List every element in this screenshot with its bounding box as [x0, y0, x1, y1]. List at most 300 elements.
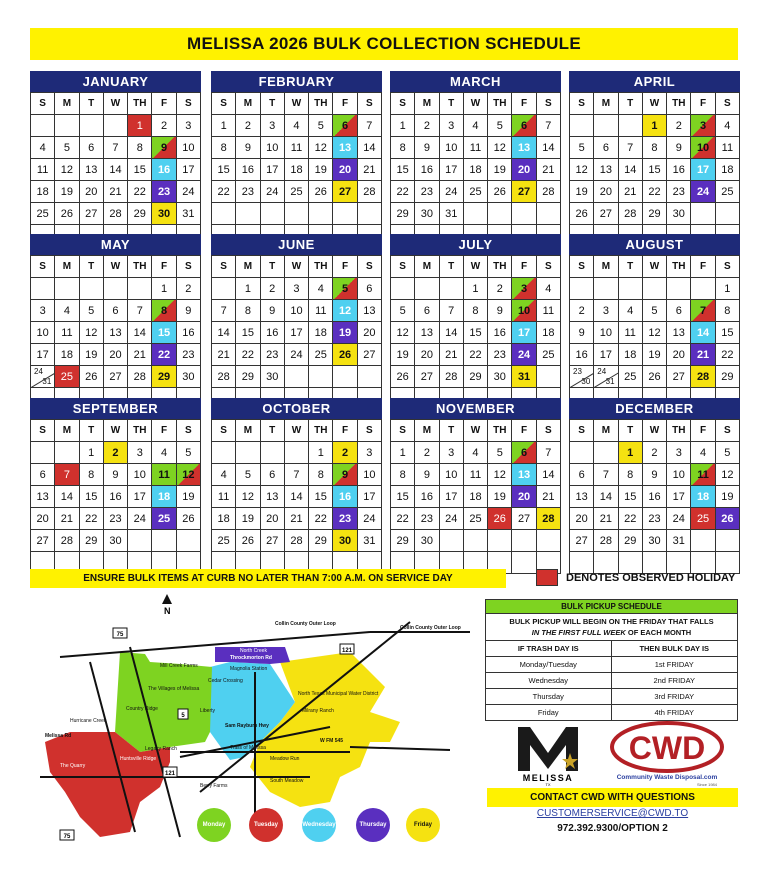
calendar-day: 31 — [667, 530, 691, 552]
calendar-day: 24 — [512, 344, 536, 366]
cwd-since: Since 1984 — [696, 782, 717, 787]
weekday-header: W — [643, 93, 667, 115]
calendar-day: 10 — [594, 322, 618, 344]
month-july — [390, 234, 561, 410]
calendar-day: 12 — [236, 486, 260, 508]
calendar-day: 18 — [691, 486, 715, 508]
calendar-day: 13 — [333, 137, 357, 159]
calendar-day: 28 — [440, 366, 464, 388]
calendar-day: 3 — [358, 442, 382, 464]
calendar-day — [537, 203, 561, 225]
schedule-head-left: IF TRASH DAY IS — [486, 641, 612, 656]
calendar-day — [55, 115, 79, 137]
calendar-day: 9 — [152, 137, 176, 159]
month-days-grid — [30, 419, 201, 574]
weekday-header: W — [285, 256, 309, 278]
calendar-day: 7 — [619, 137, 643, 159]
calendar-day: 4 — [309, 278, 333, 300]
weekday-header: F — [512, 420, 536, 442]
calendar-day: 23 — [667, 181, 691, 203]
calendar-day: 29 — [619, 530, 643, 552]
calendar-day: 22 — [643, 181, 667, 203]
calendar-day: 22 — [391, 181, 415, 203]
calendar-day: 10 — [31, 322, 55, 344]
weekday-header: M — [55, 256, 79, 278]
calendar-day: 23 — [415, 508, 439, 530]
calendar-day: 30 — [152, 203, 176, 225]
calendar-day — [31, 278, 55, 300]
calendar-day: 30 — [261, 366, 285, 388]
calendar-day: 21 — [537, 486, 561, 508]
calendar-day: 14 — [619, 159, 643, 181]
calendar-day: 27 — [31, 530, 55, 552]
schedule-trash-day: Monday/Tuesday — [486, 657, 612, 672]
map-label-country-ridge: Country Ridge — [126, 706, 158, 712]
calendar-day: 1 — [391, 115, 415, 137]
calendar-day: 3 — [440, 442, 464, 464]
calendar-day: 4 — [537, 278, 561, 300]
legend-friday: Friday — [406, 808, 440, 842]
calendar-day: 12 — [309, 137, 333, 159]
weekday-header: T — [619, 420, 643, 442]
calendar-day: 14 — [594, 486, 618, 508]
calendar-day: 13 — [80, 159, 104, 181]
weekday-header: TH — [667, 256, 691, 278]
calendar-day: 3 — [594, 300, 618, 322]
calendar-day: 31 — [512, 366, 536, 388]
calendar-day: 12 — [643, 322, 667, 344]
calendar-day: 28 — [104, 203, 128, 225]
calendar-day — [104, 278, 128, 300]
calendar-day: 10 — [261, 137, 285, 159]
weekday-header: F — [333, 256, 357, 278]
weekday-header: M — [236, 93, 260, 115]
calendar-day — [619, 115, 643, 137]
calendar-day: 12 — [488, 464, 512, 486]
calendar-day: 21 — [128, 344, 152, 366]
schedule-bulk-day: 2nd FRIDAY — [653, 676, 696, 685]
calendar-day: 6 — [333, 115, 357, 137]
weekday-header: M — [594, 93, 618, 115]
calendar-day: 8 — [152, 300, 176, 322]
weekday-header: T — [440, 420, 464, 442]
title-banner — [30, 28, 738, 60]
calendar-day: 2 — [152, 115, 176, 137]
calendar-day: 21 — [691, 344, 715, 366]
month-february — [211, 71, 382, 247]
calendar-day: 17 — [691, 159, 715, 181]
schedule-bulk-day: 1st FRIDAY — [654, 660, 694, 669]
calendar-day: 5 — [236, 464, 260, 486]
calendar-day: 2 — [177, 278, 201, 300]
weekday-header: S — [31, 420, 55, 442]
calendar-day: 20 — [512, 159, 536, 181]
calendar-day: 22 — [80, 508, 104, 530]
calendar-day: 19 — [488, 159, 512, 181]
calendar-day: 14 — [285, 486, 309, 508]
calendar-day: 11 — [212, 486, 236, 508]
page-title: MELISSA 2026 BULK COLLECTION SCHEDULE — [187, 34, 581, 53]
calendar-day: 29 — [80, 530, 104, 552]
schedule-row — [486, 689, 737, 705]
contact-email-link[interactable]: CUSTOMERSERVICE@CWD.TO — [536, 808, 689, 819]
map-label-hurricane: Hurricane Creek — [70, 718, 107, 724]
calendar-day: 10 — [285, 300, 309, 322]
calendar-day: 19 — [488, 486, 512, 508]
calendar-day: 29 — [643, 203, 667, 225]
calendar-day: 29 — [128, 203, 152, 225]
calendar-day — [212, 442, 236, 464]
calendar-day: 27 — [80, 203, 104, 225]
calendar-day: 14 — [128, 322, 152, 344]
curb-notice: ENSURE BULK ITEMS AT CURB NO LATER THAN 7:00 A.M. ON SERVICE DAY — [30, 569, 506, 588]
calendar-day: 7 — [285, 464, 309, 486]
calendar-day: 7 — [55, 464, 79, 486]
calendar-day: 17 — [358, 486, 382, 508]
map-label-fm545: W FM 545 — [320, 738, 344, 744]
calendar-day: 18 — [716, 159, 740, 181]
calendar-day: 10 — [177, 137, 201, 159]
calendar-day — [285, 366, 309, 388]
calendar-day — [512, 530, 536, 552]
holiday-swatch — [536, 569, 558, 586]
month-name: NOVEMBER — [390, 398, 561, 419]
calendar-day: 23 — [104, 508, 128, 530]
calendar-day — [537, 366, 561, 388]
weekday-header: S — [537, 420, 561, 442]
bulk-pickup-schedule — [485, 599, 738, 721]
day-number: 30 — [581, 377, 591, 386]
calendar-day: 30 — [415, 530, 439, 552]
calendar-day: 29 — [716, 366, 740, 388]
calendar-day: 16 — [152, 159, 176, 181]
weekday-header: M — [415, 256, 439, 278]
month-days-grid — [211, 255, 382, 410]
calendar-day: 16 — [488, 322, 512, 344]
month-name: FEBRUARY — [211, 71, 382, 92]
calendar-day: 18 — [537, 322, 561, 344]
calendar-day: 26 — [570, 203, 594, 225]
calendar-day — [691, 278, 715, 300]
weekday-header: S — [358, 256, 382, 278]
calendar-day: 17 — [594, 344, 618, 366]
calendar-day: 28 — [691, 366, 715, 388]
map-label-collin-loop-2: Collin County Outer Loop — [400, 625, 461, 631]
map-label-berry-farms: Berry Farms — [200, 783, 228, 789]
calendar-day: 9 — [261, 300, 285, 322]
calendar-day: 29 — [391, 530, 415, 552]
calendar-day: 11 — [152, 464, 176, 486]
calendar-day: 20 — [358, 322, 382, 344]
map-label-north-creek: North Creek — [240, 648, 267, 654]
calendar-day: 20 — [31, 508, 55, 530]
calendar-day: 14 — [55, 486, 79, 508]
calendar-day: 2 — [415, 115, 439, 137]
calendar-day: 28 — [619, 203, 643, 225]
weekday-header: W — [464, 420, 488, 442]
calendar-day: 19 — [309, 159, 333, 181]
calendar-day — [691, 203, 715, 225]
calendar-day: 15 — [309, 486, 333, 508]
calendar-day: 13 — [667, 322, 691, 344]
calendar-day: 9 — [570, 322, 594, 344]
calendar-day — [261, 203, 285, 225]
calendar-day: 9 — [488, 300, 512, 322]
calendar-day — [212, 203, 236, 225]
calendar-day: 20 — [80, 181, 104, 203]
calendar-day: 20 — [594, 181, 618, 203]
schedule-head-right: THEN BULK DAY IS — [639, 644, 710, 653]
calendar-day: 7 — [128, 300, 152, 322]
schedule-title: BULK PICKUP SCHEDULE — [486, 600, 737, 614]
weekday-header: F — [333, 93, 357, 115]
calendar-day: 27 — [415, 366, 439, 388]
calendar-day: 5 — [570, 137, 594, 159]
calendar-day: 5 — [716, 442, 740, 464]
weekday-header: M — [415, 420, 439, 442]
calendar-day: 24 — [358, 508, 382, 530]
map-label-liberty: Liberty — [200, 708, 216, 714]
schedule-header-row — [486, 641, 737, 657]
weekday-header: TH — [128, 256, 152, 278]
calendar-day: 1 — [128, 115, 152, 137]
calendar-day: 2 — [488, 278, 512, 300]
calendar-day: 7 — [594, 464, 618, 486]
month-october — [211, 398, 382, 574]
weekday-header: TH — [128, 420, 152, 442]
calendar-day — [236, 442, 260, 464]
calendar-day: 22 — [619, 508, 643, 530]
weekday-header: S — [570, 256, 594, 278]
calendar-day: 4 — [55, 300, 79, 322]
schedule-row — [486, 673, 737, 689]
calendar-day: 19 — [643, 344, 667, 366]
calendar-day: 21 — [358, 159, 382, 181]
map-label-mill-creek: Mill Creek Farms — [160, 663, 198, 669]
calendar-day — [512, 203, 536, 225]
month-days-grid — [211, 92, 382, 247]
weekday-header: T — [80, 256, 104, 278]
month-name: JANUARY — [30, 71, 201, 92]
calendar-day — [594, 278, 618, 300]
calendar-day: 23 — [415, 181, 439, 203]
calendar-day: 10 — [667, 464, 691, 486]
calendar-day: 28 — [55, 530, 79, 552]
calendar-day: 8 — [391, 137, 415, 159]
calendar-day: 29 — [309, 530, 333, 552]
month-days-grid — [30, 92, 201, 247]
calendar-day: 25 — [212, 530, 236, 552]
calendar-day: 25 — [285, 181, 309, 203]
day-number: 31 — [42, 377, 52, 386]
calendar-day: 18 — [309, 322, 333, 344]
calendar-day: 20 — [333, 159, 357, 181]
calendar-day: 3 — [440, 115, 464, 137]
calendar-day: 1 — [212, 115, 236, 137]
calendar-day: 28 — [128, 366, 152, 388]
calendar-day: 13 — [261, 486, 285, 508]
calendar-day: 21 — [212, 344, 236, 366]
weekday-header: T — [80, 93, 104, 115]
weekday-header: S — [570, 93, 594, 115]
calendar-day: 19 — [333, 322, 357, 344]
calendar-day: 4 — [152, 442, 176, 464]
calendar-day: 29 — [236, 366, 260, 388]
calendar-day: 11 — [464, 464, 488, 486]
weekday-header: TH — [488, 256, 512, 278]
month-may — [30, 234, 201, 410]
north-label: N — [164, 606, 171, 616]
weekday-header: S — [391, 256, 415, 278]
calendar-day: 27 — [261, 530, 285, 552]
calendar-day: 13 — [415, 322, 439, 344]
calendar-day: 22 — [212, 181, 236, 203]
calendar-day — [537, 530, 561, 552]
calendar-day — [309, 203, 333, 225]
calendar-day: 25 — [464, 508, 488, 530]
calendar-day: 18 — [212, 508, 236, 530]
calendar-day: 11 — [537, 300, 561, 322]
weekday-header: S — [31, 256, 55, 278]
weekday-header: S — [177, 93, 201, 115]
calendar-day: 23 — [643, 508, 667, 530]
calendar-day — [440, 278, 464, 300]
calendar-day: 30 — [415, 203, 439, 225]
weekday-header: W — [104, 420, 128, 442]
holiday-legend — [536, 569, 735, 586]
calendar-day: 16 — [261, 322, 285, 344]
weekday-header: W — [464, 256, 488, 278]
calendar-day: 7 — [358, 115, 382, 137]
weekday-header: S — [537, 93, 561, 115]
hwy-121-bottom: 121 — [164, 771, 176, 777]
calendar-day: 29 — [152, 366, 176, 388]
calendar-day: 20 — [261, 508, 285, 530]
calendar-day: 30 — [104, 530, 128, 552]
calendar-day — [464, 203, 488, 225]
calendar-day: 8 — [643, 137, 667, 159]
calendar-day: 16 — [236, 159, 260, 181]
calendar-day: 19 — [236, 508, 260, 530]
calendar-day: 11 — [31, 159, 55, 181]
map-label-cedar: Cedar Crossing — [208, 678, 243, 684]
weekday-header: W — [104, 256, 128, 278]
month-name: MARCH — [390, 71, 561, 92]
calendar-day: 25 — [152, 508, 176, 530]
calendar-day: 8 — [80, 464, 104, 486]
month-name: SEPTEMBER — [30, 398, 201, 419]
calendar-day: 21 — [104, 181, 128, 203]
calendar-day: 2 — [333, 442, 357, 464]
cwd-logo-sub: Community Waste Disposal.com — [616, 774, 718, 781]
weekday-header: F — [512, 93, 536, 115]
month-days-grid — [569, 92, 740, 247]
service-area-map — [30, 592, 480, 842]
map-label-south-meadow: South Meadow — [270, 778, 304, 784]
calendar-day — [488, 530, 512, 552]
weekday-header: S — [570, 420, 594, 442]
hwy-75-bottom: 75 — [63, 834, 71, 840]
calendar-day: 23 — [152, 181, 176, 203]
calendar-day: 26 — [643, 366, 667, 388]
calendar-day: 1 — [619, 442, 643, 464]
calendar-day: 2 — [261, 278, 285, 300]
calendar-day: 14 — [358, 137, 382, 159]
weekday-header: S — [537, 256, 561, 278]
melissa-logo-text: MELISSA — [522, 773, 574, 783]
calendar-day: 13 — [512, 464, 536, 486]
schedule-description — [486, 614, 737, 641]
calendar-day: 6 — [415, 300, 439, 322]
day-number: 24 — [34, 367, 43, 376]
contact-banner: CONTACT CWD WITH QUESTIONS — [487, 788, 738, 807]
calendar-day: 22 — [716, 344, 740, 366]
calendar-day — [261, 442, 285, 464]
weekday-header: S — [212, 93, 236, 115]
calendar-day: 19 — [391, 344, 415, 366]
schedule-desc-line3: OF EACH MONTH — [625, 628, 692, 637]
month-january — [30, 71, 201, 247]
calendar-day: 21 — [619, 181, 643, 203]
calendar-day: 13 — [594, 159, 618, 181]
calendar-day: 14 — [104, 159, 128, 181]
weekday-header: F — [152, 93, 176, 115]
calendar-day: 9 — [104, 464, 128, 486]
calendar-day: 2 — [667, 115, 691, 137]
map-label-collin-loop-1: Collin County Outer Loop — [275, 621, 336, 627]
weekday-header: T — [619, 256, 643, 278]
calendar-day: 27 — [667, 366, 691, 388]
map-label-the-quarry: The Quarry — [60, 763, 86, 769]
calendar-day: 29 — [464, 366, 488, 388]
calendar-day — [31, 442, 55, 464]
calendar-day: 3 — [31, 300, 55, 322]
weekday-header: S — [716, 420, 740, 442]
calendar-day: 6 — [358, 278, 382, 300]
calendar-day: 8 — [716, 300, 740, 322]
month-name: MAY — [30, 234, 201, 255]
weekday-header: S — [212, 256, 236, 278]
calendar-day: 12 — [80, 322, 104, 344]
weekday-header: M — [415, 93, 439, 115]
hwy-121-top: 121 — [341, 648, 353, 654]
weekday-header: T — [440, 93, 464, 115]
calendar-day: 11 — [691, 464, 715, 486]
calendar-day — [594, 442, 618, 464]
calendar-day: 22 — [152, 344, 176, 366]
calendar-day — [285, 442, 309, 464]
hwy-5: 5 — [181, 713, 185, 719]
calendar-day: 17 — [261, 159, 285, 181]
map-label-trails: Trails of Melissa — [230, 745, 266, 751]
weekday-header: M — [55, 420, 79, 442]
calendar-day: 3 — [667, 442, 691, 464]
calendar-day: 11 — [716, 137, 740, 159]
calendar-day: 15 — [464, 322, 488, 344]
weekday-header: S — [391, 93, 415, 115]
calendar-day: 18 — [31, 181, 55, 203]
weekday-header: F — [691, 256, 715, 278]
calendar-day: 15 — [643, 159, 667, 181]
weekday-header: TH — [488, 93, 512, 115]
month-days-grid — [390, 419, 561, 574]
calendar-day: 22 — [128, 181, 152, 203]
calendar-day: 17 — [177, 159, 201, 181]
calendar-day — [488, 203, 512, 225]
weekday-header: S — [358, 93, 382, 115]
calendar-day: 18 — [619, 344, 643, 366]
weekday-header: T — [80, 420, 104, 442]
